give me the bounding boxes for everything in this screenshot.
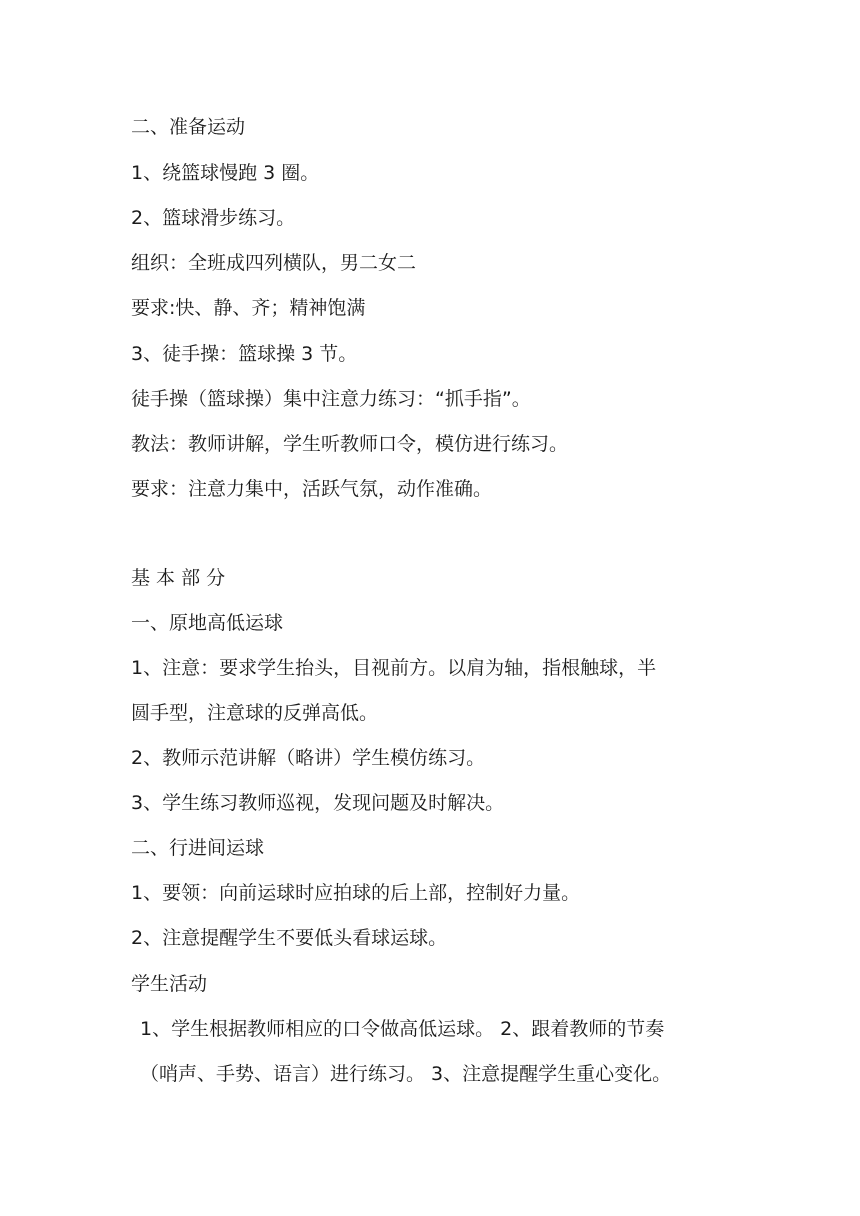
text-line: 组织：全班成四列横队，男二女二	[131, 252, 417, 274]
text-line: 圆手型，注意球的反弹高低。	[131, 702, 379, 724]
text-line: 徒手操（篮球操）集中注意力练习：“抓手指”。	[131, 388, 531, 410]
text-line: 教法：教师讲解，学生听教师口令，模仿进行练习。	[131, 433, 569, 455]
text-line: 1、要领：向前运球时应拍球的后上部，控制好力量。	[131, 882, 581, 904]
text-line: 2、教师示范讲解（略讲）学生模仿练习。	[131, 747, 486, 769]
subheading-student-activity: 学生活动	[131, 973, 208, 995]
text-line: 要求：注意力集中，活跃气氛，动作准确。	[131, 478, 493, 500]
text-line: （哨声、手势、语言）进行练习。 3、注意提醒学生重心变化。	[140, 1063, 672, 1085]
text-line: 2、篮球滑步练习。	[131, 207, 296, 229]
text-line: 3、徒手操：篮球操 3 节。	[131, 343, 358, 365]
subheading-stationary-dribble: 一、原地高低运球	[131, 612, 284, 634]
text-line: 1、绕篮球慢跑 3 圈。	[131, 162, 320, 184]
text-line: 要求:快、静、齐；精神饱满	[131, 297, 366, 319]
section-heading-warmup: 二、准备运动	[131, 116, 246, 138]
subheading-moving-dribble: 二、行进间运球	[131, 837, 265, 859]
section-heading-basic: 基 本 部 分	[131, 567, 226, 589]
text-line: 1、学生根据教师相应的口令做高低运球。 2、跟着教师的节奏	[140, 1018, 665, 1040]
text-line: 1、注意：要求学生抬头，目视前方。以肩为轴，指根触球，半	[131, 657, 657, 679]
text-line: 3、学生练习教师巡视，发现问题及时解决。	[131, 792, 505, 814]
text-line: 2、注意提醒学生不要低头看球运球。	[131, 927, 448, 949]
